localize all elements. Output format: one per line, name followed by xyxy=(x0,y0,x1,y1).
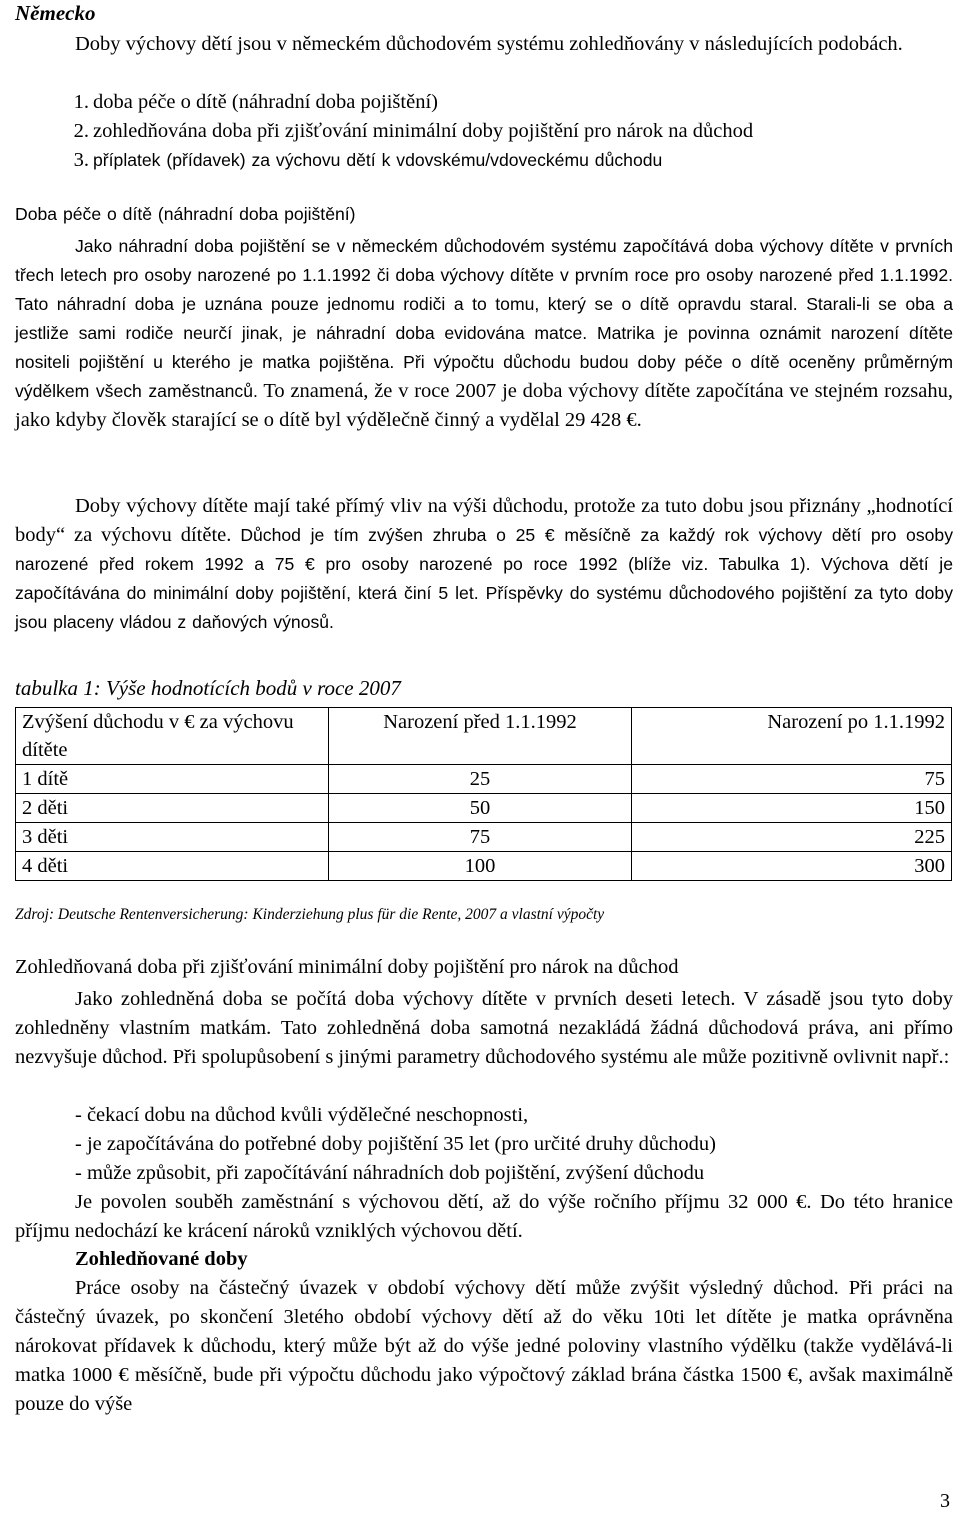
bullet-item: - čekací dobu na důchod kvůli výdělečné neschopnosti, xyxy=(75,1104,529,1126)
table-row xyxy=(16,823,952,852)
table-cell: 100 xyxy=(329,852,632,881)
list-number: 1. xyxy=(73,91,89,113)
care-paragraph-serif-part: To znamená, že v roce 2007 je doba výchovy dítěte započítána ve stejném rozsahu, jako kdyby člověk starající se o dítě byl výdělečně činný a vydělal 29 428 €. xyxy=(15,380,953,431)
table-header-cell: Narození po 1.1.1992 xyxy=(632,708,952,765)
table-cell: 75 xyxy=(632,765,952,794)
section-title-care: Doba péče o dítě (náhradní doba pojištění) xyxy=(15,204,356,224)
table-cell: 1 dítě xyxy=(16,765,329,794)
table-cell: 4 děti xyxy=(16,852,329,881)
table-cell: 300 xyxy=(632,852,952,881)
section-title-minimum: Zohledňovaná doba při zjišťování minimální doby pojištění pro nárok na důchod xyxy=(15,956,679,978)
table-header-cell: Narození před 1.1.1992 xyxy=(329,708,632,765)
table-caption: tabulka 1: Výše hodnotících bodů v roce 2007 xyxy=(15,676,401,700)
list-number: 2. xyxy=(73,120,89,142)
income-paragraph: Je povolen souběh zaměstnání s výchovou dětí, až do výše ročního příjmu 32 000 €. Do této hranice příjmu nedochází ke krácení nároků vzniklých výchovou dětí. xyxy=(15,1191,953,1242)
list-item xyxy=(15,88,438,117)
table-cell: 25 xyxy=(329,765,632,794)
table-row xyxy=(16,765,952,794)
bullet-item: - může způsobit, při započítávání náhradních dob pojištění, zvýšení důchodu xyxy=(75,1162,705,1184)
section-title-considered: Zohledňované doby xyxy=(75,1248,248,1270)
list-item xyxy=(15,117,753,146)
table-cell: 50 xyxy=(329,794,632,823)
points-paragraph xyxy=(15,492,953,637)
care-paragraph-sans-part: Jako náhradní doba pojištění se v německém důchodovém systému započítává doba výchovy dítěte v prvních třech letech pro osoby narozené po 1.1.1992 či doba výchovy dítěte v prvním roce pro osoby narozené před 1.1.1992. Tato náhradní doba je uznána pouze jednomu rodiči a to tomu, který se o dítě opravdu staral. Starali-li se oba a jestliže sami rodiče neurčí jinak, je náhradní doba evidována matce. Matrika je povinna oznámit narození dítěte nositeli pojištění u kterého je matka pojištěna. Při výpočtu důchodu budou doby péče o dítě oceněny průměrným výdělkem všech zaměstnanců. xyxy=(15,236,953,401)
table-header-row xyxy=(16,708,952,765)
table-cell: 2 děti xyxy=(16,794,329,823)
page-number: 3 xyxy=(940,1490,950,1512)
intro-paragraph: Doby výchovy dětí jsou v německém důchodovém systému zohledňovány v následujících podobách. xyxy=(75,33,903,55)
table-row xyxy=(16,852,952,881)
bullet-item: - je započítávána do potřebné doby pojištění 35 let (pro určité druhy důchodu) xyxy=(75,1133,716,1155)
section-heading: Německo xyxy=(15,1,96,25)
table-cell: 225 xyxy=(632,823,952,852)
table-cell: 75 xyxy=(329,823,632,852)
table-cell: 150 xyxy=(632,794,952,823)
table-source: Zdroj: Deutsche Rentenversicherung: Kinderziehung plus für die Rente, 2007 a vlastní výpočty xyxy=(15,906,605,923)
points-table xyxy=(15,707,952,881)
points-paragraph-sans-part: Důchod je tím zvýšen zhruba o 25 € měsíčně za každý rok výchovy dětí pro osoby narozené před rokem 1992 a 75 € pro osoby narozené po roce 1992 (blíže viz. Tabulka 1). Výchova dětí je započítávána do minimální doby pojištění, která činí 5 let. Příspěvky do systému důchodového pojištění za tyto doby jsou placeny vládou z daňových výnosů. xyxy=(15,525,954,632)
list-text: zohledňována doba při zjišťování minimální doby pojištění pro nárok na důchod xyxy=(93,120,754,142)
table-cell: 3 děti xyxy=(16,823,329,852)
list-item xyxy=(15,146,662,175)
list-text: doba péče o dítě (náhradní doba pojištění) xyxy=(93,91,438,113)
list-number: 3. xyxy=(73,149,89,171)
table-row xyxy=(16,794,952,823)
care-paragraph xyxy=(15,232,953,435)
minimum-paragraph: Jako zohledněná doba se počítá doba výchovy dítěte v prvních deseti letech. V zásadě jsou tyto doby zohledněny vlastním matkám. Tato zohledněná doba samotná nezakládá žádná důchodová práva, ani přímo nezvyšuje důchod. Při spolupůsobení s jinými parametry důchodového systému ale může pozitivně ovlivnit např.: xyxy=(15,988,953,1068)
table-header-cell: Zvýšení důchodu v € za výchovu dítěte xyxy=(16,708,329,765)
list-text: příplatek (přídavek) za výchovu dětí k vdovskému/vdoveckému důchodu xyxy=(93,150,663,170)
parttime-paragraph: Práce osoby na částečný úvazek v období výchovy dětí může zvýšit výsledný důchod. Při práci na částečný úvazek, po skončení 3letého období výchovy dětí až do věku 10ti let dítěte je matka oprávněna nárokovat přídavek k důchodu, který může být až do výše jedné poloviny vlastního výdělku (takže vydělává-li matka 1000 € měsíčně, bude při výpočtu důchodu jako výpočtový základ brána částka 1500 €, avšak maximálně pouze do výše xyxy=(15,1277,953,1415)
points-paragraph-serif-part: Doby výchovy dítěte mají také přímý vliv na výši důchodu, protože za tuto dobu jsou přiznány „hodnotící body“ za výchovu dítěte. xyxy=(15,495,953,546)
